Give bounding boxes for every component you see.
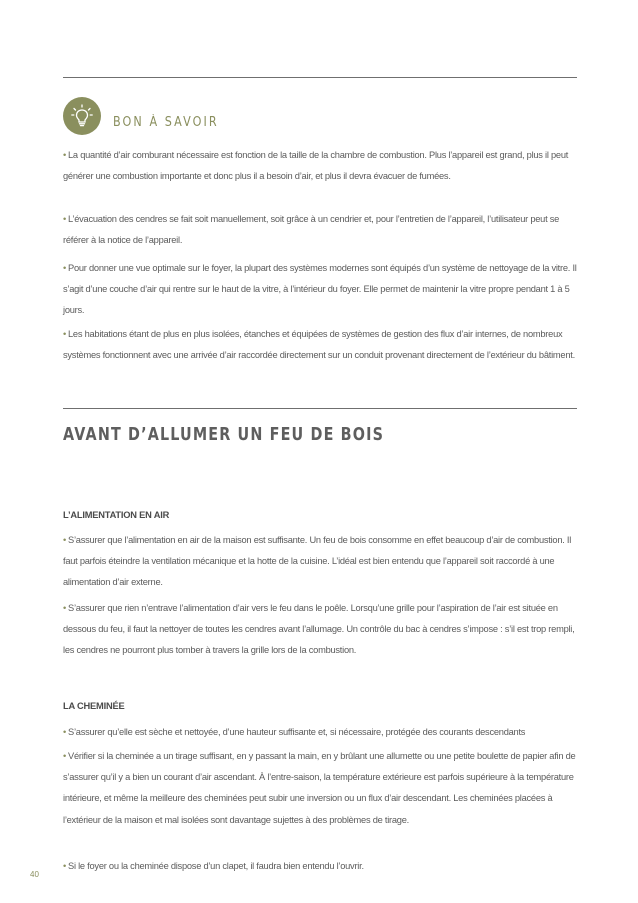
list-item: • S’assurer qu’elle est sèche et nettoyée, d’une hauteur suffisante et, si nécessaire, protégée des courants descendants bbox=[63, 727, 526, 737]
tip-item: • La quantité d’air comburant nécessaire est fonction de la taille de la chambre de combustion. Plus l’appareil est grand, plus il peut générer une combustion importante et donc plus il a besoin d’air, et plus il devra évacuer de fumées. bbox=[63, 150, 569, 182]
tip-box-title: BON À SAVOIR bbox=[113, 114, 219, 130]
tip-item: • Pour donner une vue optimale sur le foyer, la plupart des systèmes modernes sont équipés d’un système de nettoyage de la vitre. Il s’agit d’une couche d’air qui rentre sur le haut de la vitre, à l’intérieur du foyer. Elle permet de maintenir la vitre propre pendant 1 à 5 jours. bbox=[63, 263, 577, 316]
subheading-air-supply: L’ALIMENTATION EN AIR bbox=[63, 510, 170, 520]
tip-item: • L’évacuation des cendres se fait soit manuellement, soit grâce à un cendrier et, pour l’entretien de l’appareil, l’utilisateur peut se référer à la notice de l’appareil. bbox=[63, 214, 560, 246]
list-item: • Si le foyer ou la cheminée dispose d’un clapet, il faudra bien entendu l’ouvrir. bbox=[63, 861, 364, 871]
list-item: • S’assurer que l’alimentation en air de la maison est suffisante. Un feu de bois consomme en effet beaucoup d’air de combustion. Il faut parfois éteindre la ventilation mécanique et la hotte de la cuisine. L’idéal est bien entendu que l’appareil soit raccordé à une alimentation d’air externe. bbox=[63, 535, 572, 588]
section-title: AVANT D’ALLUMER UN FEU DE BOIS bbox=[63, 425, 385, 445]
mid-divider bbox=[63, 408, 577, 409]
tip-box-header bbox=[63, 96, 236, 136]
subheading-chimney: LA CHEMINÉE bbox=[63, 701, 125, 711]
list-item: • S’assurer que rien n’entrave l’alimentation d’air vers le feu dans le poêle. Lorsqu’une grille pour l’aspiration de l’air est située en dessous du feu, il faut la nettoyer de toutes les cendres avant l’allumage. Un contrôle du bac à cendres s’impose : s’il est trop rempli, les cendres ne pourront plus tomber à travers la grille lors de la combustion. bbox=[63, 603, 575, 656]
page-number: 40 bbox=[30, 870, 39, 879]
list-item: • Vérifier si la cheminée a un tirage suffisant, en y passant la main, en y brûlant une allumette ou une petite boulette de papier afin de s’assurer qu’il y a bien un courant d’air ascendant. À l’entre-saison, la température extérieure est parfois supérieure à la température intérieure, et même la meilleure des cheminées peut subir une inversion ou un flux d’air descendant. Les cheminées placées à l’extérieur de la maison et mal isolées sont davantage sujettes à des problèmes de tirage. bbox=[63, 751, 576, 825]
tip-item: • Les habitations étant de plus en plus isolées, étanches et équipées de systèmes de gestion des flux d’air internes, de nombreux systèmes fonctionnent avec une arrivée d’air raccordée directement sur un conduit provenant directement de l’extérieur du bâtiment. bbox=[63, 329, 575, 361]
top-divider bbox=[63, 77, 577, 78]
lightbulb-icon bbox=[63, 97, 101, 135]
